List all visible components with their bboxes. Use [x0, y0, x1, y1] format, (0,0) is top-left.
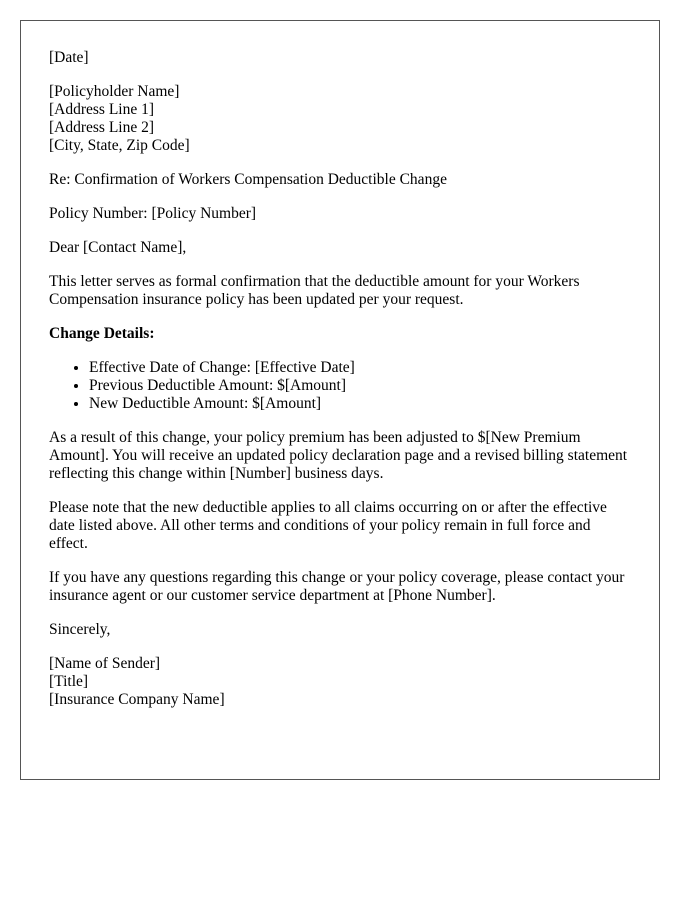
closing: Sincerely,	[49, 621, 111, 638]
sender-name: [Name of Sender]	[49, 655, 161, 672]
change-details-list	[49, 359, 631, 413]
premium-paragraph: As a result of this change, your policy premium has been adjusted to $[New Premium Amount]. You will receive an updated policy declaration page and a revised billing statement reflecting this change within [Number] business days.	[49, 429, 628, 482]
intro-paragraph: This letter serves as formal confirmation that the deductible amount for your Workers Compensation insurance policy has been updated per your request.	[49, 273, 580, 308]
letter-subject: Re: Confirmation of Workers Compensation Deductible Change	[49, 171, 447, 188]
change-detail-item: • New Deductible Amount: $[Amount]	[89, 395, 631, 413]
letter-date: [Date]	[49, 49, 89, 66]
recipient-city-state-zip: [City, State, Zip Code]	[49, 137, 190, 154]
change-detail-item: • Effective Date of Change: [Effective Date]	[89, 359, 631, 377]
letter-page	[20, 20, 660, 780]
recipient-address-line-1: [Address Line 1]	[49, 101, 155, 118]
note-paragraph: Please note that the new deductible applies to all claims occurring on or after the effective date listed above. All other terms and conditions of your policy remain in full force and effect.	[49, 499, 607, 552]
contact-paragraph: If you have any questions regarding this change or your policy coverage, please contact your insurance agent or our customer service department at [Phone Number].	[49, 569, 625, 604]
company-name: [Insurance Company Name]	[49, 691, 225, 708]
recipient-name: [Policyholder Name]	[49, 83, 180, 100]
recipient-address-line-2: [Address Line 2]	[49, 119, 155, 136]
salutation: Dear [Contact Name],	[49, 239, 187, 256]
change-detail-item: • Previous Deductible Amount: $[Amount]	[89, 377, 631, 395]
change-details-heading: Change Details:	[49, 325, 155, 342]
policy-number: Policy Number: [Policy Number]	[49, 205, 257, 222]
recipient-address-block	[49, 83, 631, 155]
signature-block	[49, 655, 631, 709]
sender-title: [Title]	[49, 673, 89, 690]
